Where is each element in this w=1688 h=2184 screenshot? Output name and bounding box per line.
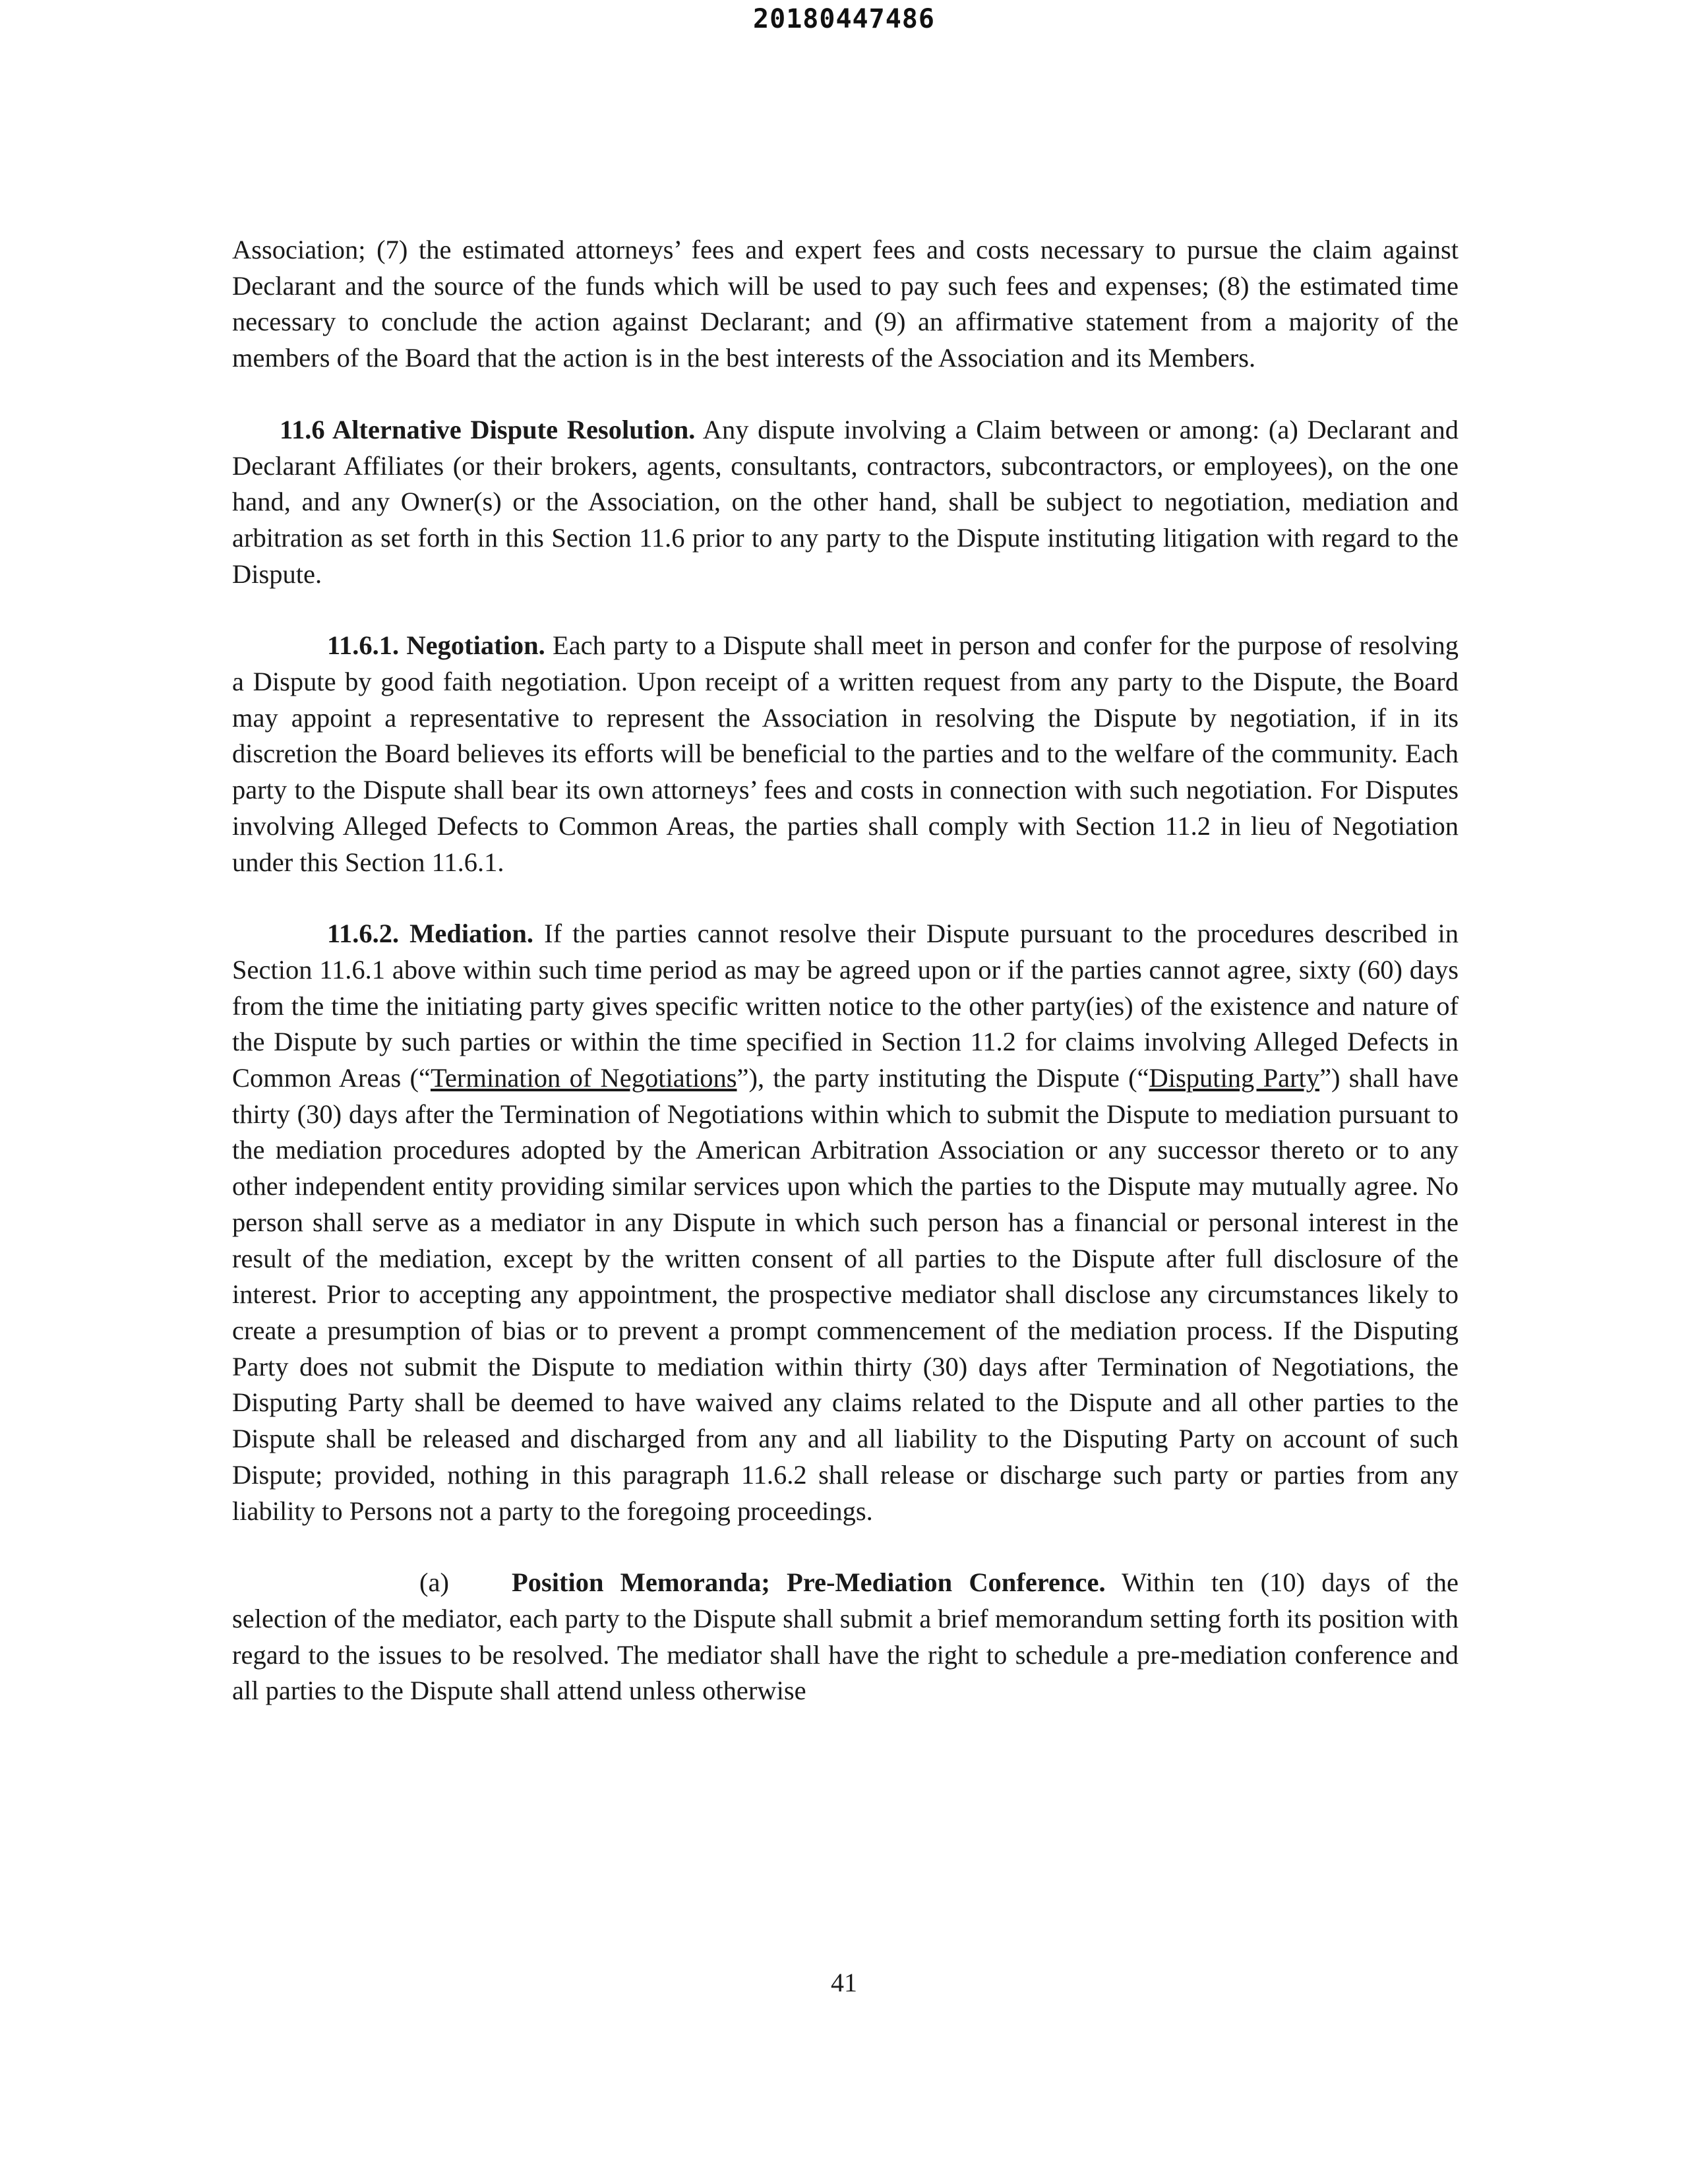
section-heading: 11.6.1. Negotiation. xyxy=(327,630,545,661)
paragraph-text: ”) shall have thirty (30) days after the Termination of Negotiations within which to submit the Dispute to mediation pursuant to the mediation procedures adopted by the American Arbitration Association or any successor thereto or to any other independent entity providing similar services upon which the parties to the Dispute may mutually agree. No person shall serve as a mediator in any Dispute in which such person has a financial or personal interest in the result of the mediation, except by the written consent of all parties to the Dispute after full disclosure of the interest. Prior to accepting any appointment, the prospective mediator shall disclose any circumstances likely to create a presumption of bias or to prevent a prompt commencement of the mediation process. If the Disputing Party does not submit the Dispute to mediation within thirty (30) days after Termination of Negotiations, the Disputing Party shall be deemed to have waived any claims related to the Dispute and all other parties to the Dispute shall be released and discharged from any and all liability to the Disputing Party on account of such Dispute; provided, nothing in this paragraph 11.6.2 shall release or discharge such party or parties from any liability to Persons not a party to the foregoing proceedings. xyxy=(232,1063,1459,1526)
section-11-6-2-paragraph xyxy=(232,916,1459,1529)
paragraph-text: Within ten (10) days of the selection of the mediator, each party to the Dispute shall submit a brief memorandum setting forth its position with regard to the issues to be resolved. The mediator shall have the right to schedule a pre-mediation conference and all parties to the Dispute shall attend unless otherwise xyxy=(232,1567,1459,1706)
paragraph-text: If the parties cannot resolve their Dispute pursuant to the procedures described in Section 11.6.1 above within such time period as may be agreed upon or if the parties cannot agree, sixty (60) days from the time the initiating party gives specific written notice to the other party(ies) of the existence and nature of the Dispute by such parties or within the time specified in Section 11.2 for claims involving Alleged Defects in Common Areas (“ xyxy=(232,919,1459,1093)
section-11-6-paragraph xyxy=(232,412,1459,593)
subsection-letter: (a) xyxy=(419,1567,449,1598)
paragraph-text: Any dispute involving a Claim between or among: (a) Declarant and Declarant Affiliates (or their brokers, agents, consultants, contractors, subcontractors, or employees), on the one hand, and any Owner(s) or the Association, on the other hand, shall be subject to negotiation, mediation and arbitration as set forth in this Section 11.6 prior to any party to the Dispute instituting litigation with regard to the Dispute. xyxy=(232,414,1459,589)
paragraph-text: Each party to a Dispute shall meet in person and confer for the purpose of resolving a Dispute by good faith negotiation. Upon receipt of a written request from any party to the Dispute, the Board may appoint a representative to represent the Association in resolving the Dispute by negotiation, if in its discretion the Board believes its efforts will be beneficial to the parties and to the welfare of the community. Each party to the Dispute shall bear its own attorneys’ fees and costs in connection with such negotiation. For Disputes involving Alleged Defects to Common Areas, the parties shall comply with Section 11.2 in lieu of Negotiation under this Section 11.6.1. xyxy=(232,630,1459,877)
paragraph-text: Association; (7) the estimated attorneys’ fees and expert fees and costs necessary to pursue the claim against Declarant and the source of the funds which will be used to pay such fees and expenses; (8) the estimated time necessary to conclude the action against Declarant; and (9) an affirmative statement from a majority of the members of the Board that the action is in the best interests of the Association and its Members. xyxy=(232,235,1459,373)
paragraph-text: ”), the party instituting the Dispute (“ xyxy=(737,1063,1149,1093)
section-heading: 11.6.2. Mediation. xyxy=(327,919,534,949)
defined-term: Disputing Party xyxy=(1149,1063,1320,1093)
section-heading: Position Memoranda; Pre-Mediation Conference. xyxy=(512,1567,1106,1598)
section-heading: 11.6 Alternative Dispute Resolution. xyxy=(280,414,696,444)
page-number: 41 xyxy=(831,1968,857,1997)
paragraph-continuation xyxy=(232,232,1459,377)
document-number: 20180447486 xyxy=(753,4,935,34)
document-body xyxy=(232,232,1459,1709)
defined-term: Termination of Negotiations xyxy=(430,1063,737,1093)
section-11-6-1-paragraph xyxy=(232,628,1459,880)
subsection-a-paragraph xyxy=(232,1565,1459,1709)
